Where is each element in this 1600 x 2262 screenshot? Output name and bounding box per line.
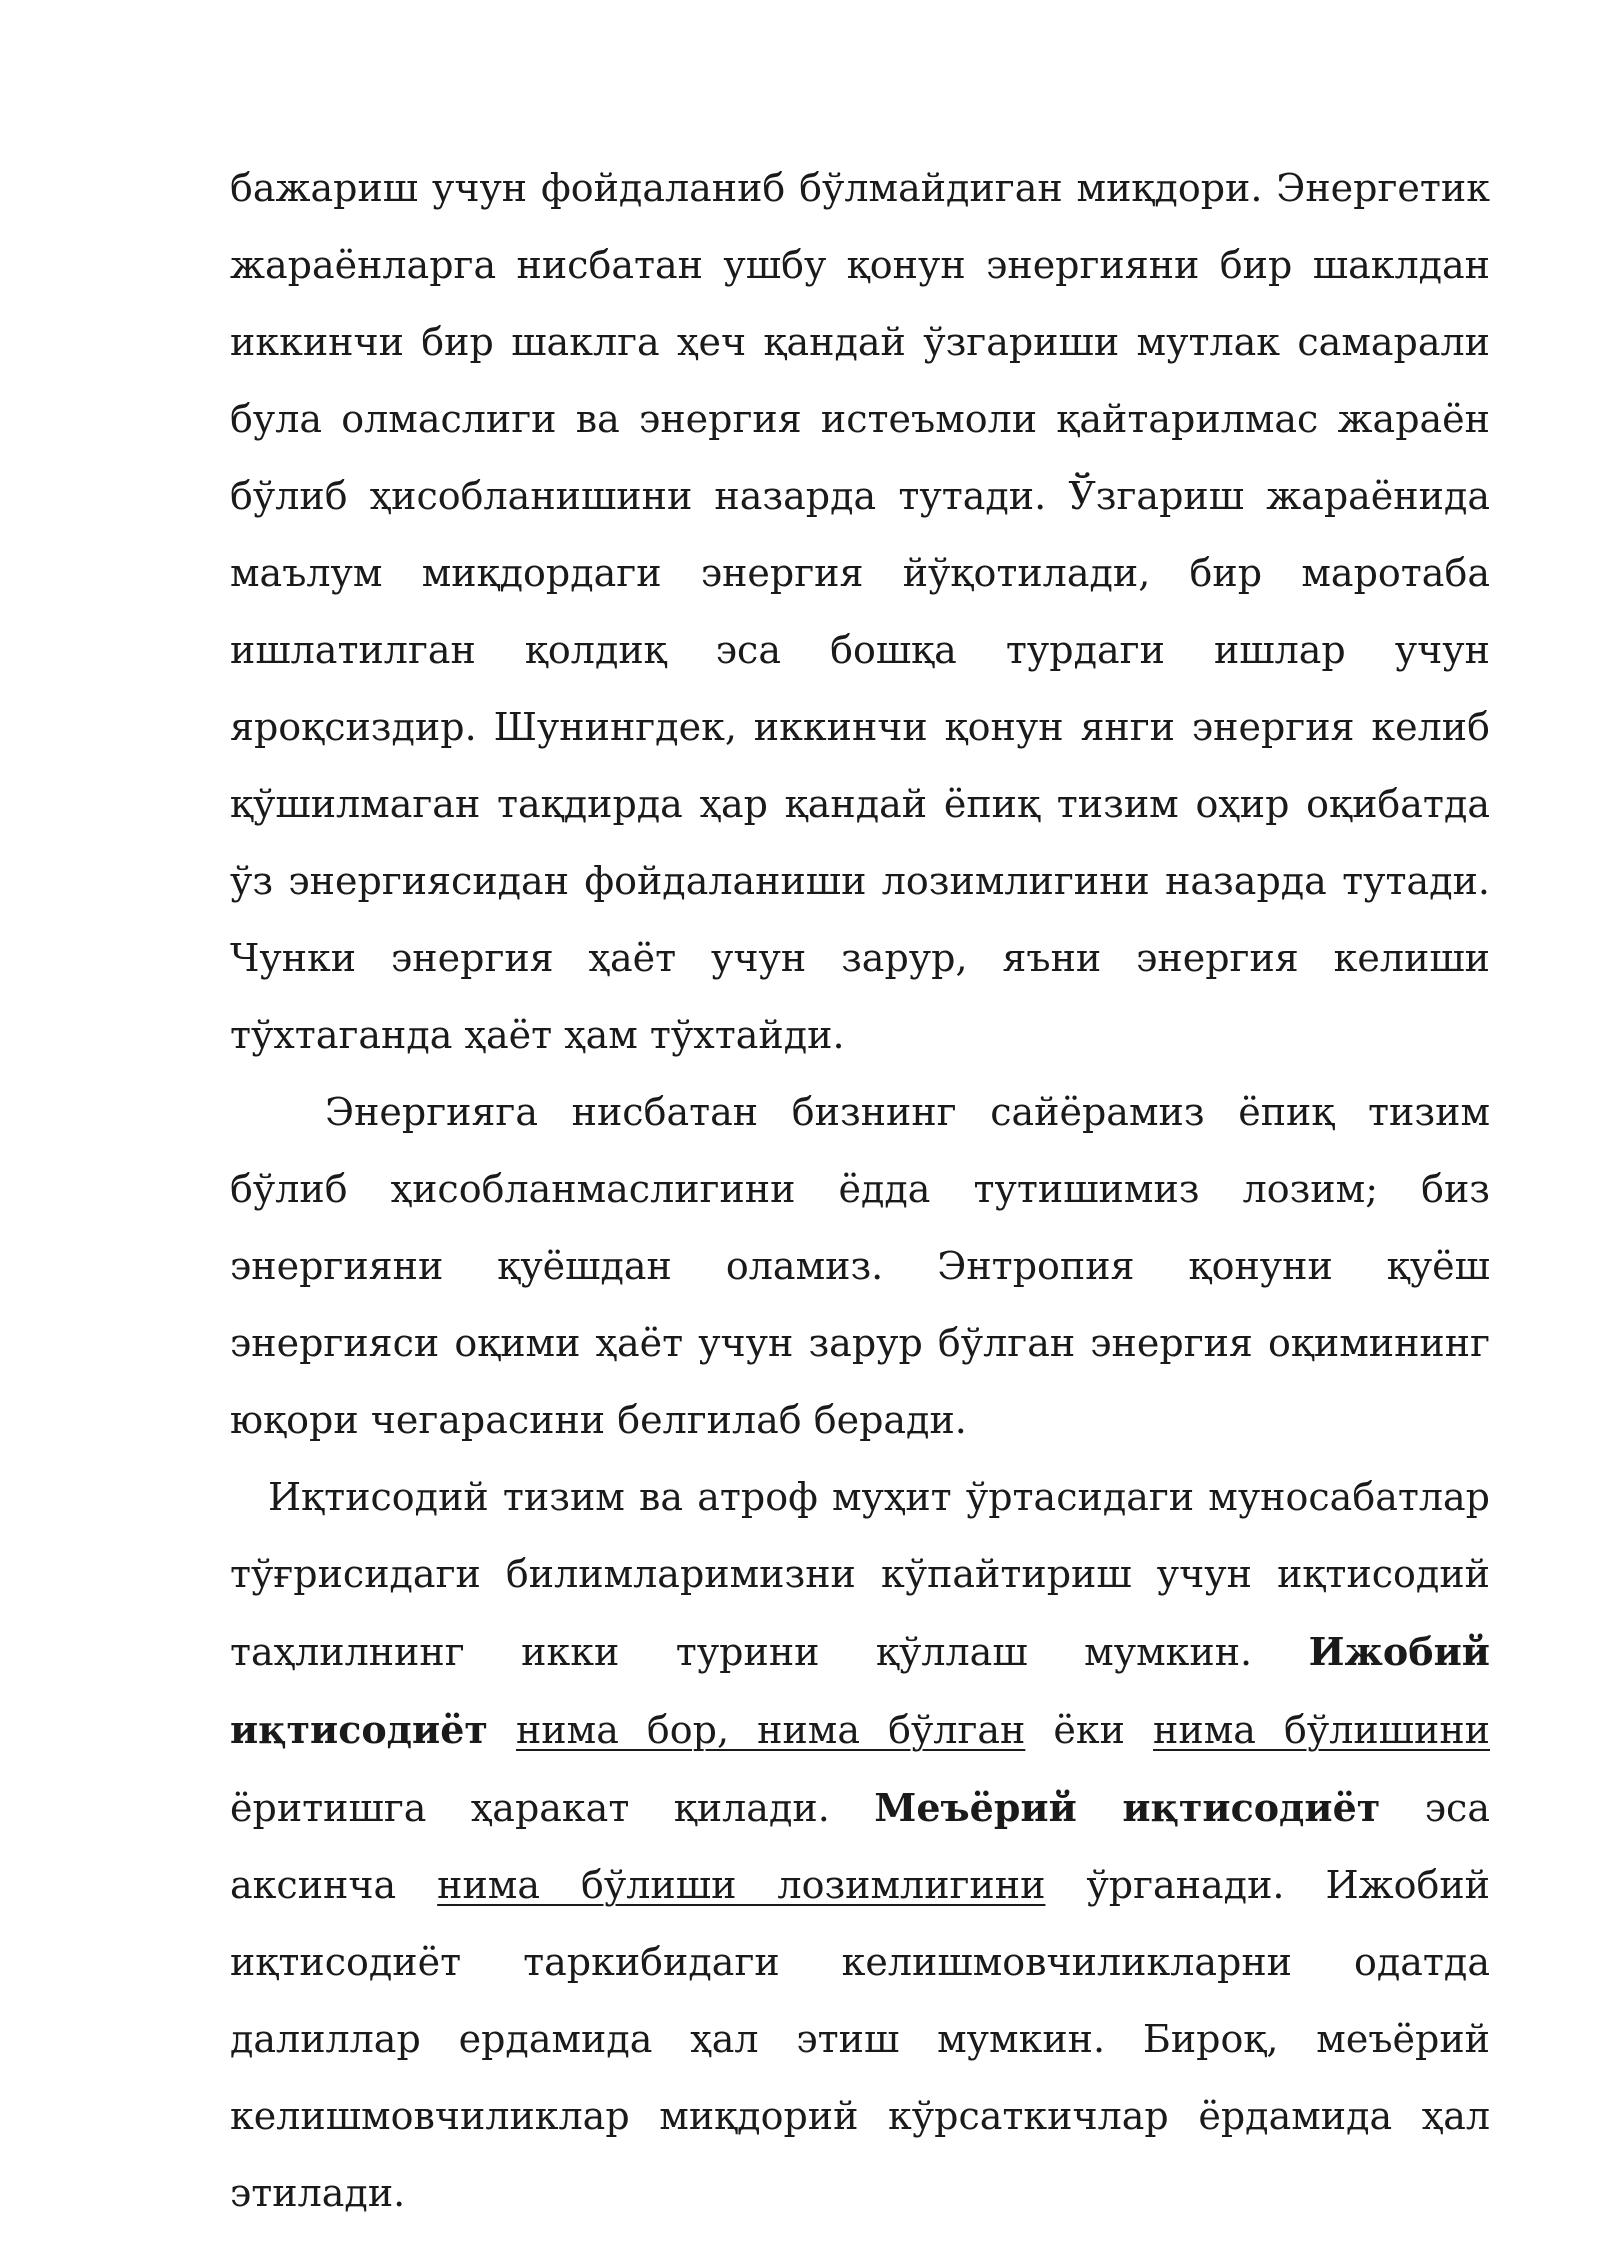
paragraph-economic-analysis [230, 1459, 1490, 2232]
underlined-phrase: нима бор, нима бўлган [515, 1708, 1026, 1752]
text-run [488, 1708, 516, 1752]
underlined-phrase: нима бўлиши лозимлигини [437, 1863, 1046, 1907]
document-page [230, 150, 1490, 2232]
bold-term-normative-economics: Меъёрий иқтисодиёт [874, 1785, 1381, 1830]
text-run: ўрганади. Ижобий иқтисодиёт таркибидаги келишмовчиликларни одатда далиллар ердамида ҳал этиш мумкин. Бироқ, меъёрий келишмовчиликлар миқдорий кўрсаткичлар ёрдамида ҳал этилади. [230, 1863, 1491, 2215]
bold-term-positive-economics: Ижобий иқтисодиёт [230, 1629, 1490, 1752]
text-run: Иқтисодий тизим ва атроф муҳит ўртасидаги муносабатлар тўғрисидаги билимларимизни кўпайтириш учун иқтисодий таҳлилнинг икки турини қўллаш мумкин. [230, 1475, 1490, 1674]
text-run: ёритишга ҳаракат қилади. [230, 1786, 875, 1830]
underlined-phrase: нима бўлишини [1153, 1708, 1490, 1752]
paragraph-planet-energy: Энергияга нисбатан бизнинг сайёрамиз ёпиқ тизим бўлиб ҳисобланмаслигини ёдда тутишимиз лозим; биз энергияни қуёшдан оламиз. Энтропия қонуни қуёш энергияси оқими ҳаёт учун зарур бўлган энергия оқимининг юқори чегарасини белгилаб беради. [230, 1090, 1490, 1442]
text-run: ёки [1025, 1708, 1154, 1752]
paragraph-entropy-law: бажариш учун фойдаланиб бўлмайдиган миқдори. Энергетик жараёнларга нисбатан ушбу қонун энергияни бир шаклдан иккинчи бир шаклга ҳеч қандай ўзгариши мутлак самарали була олмаслиги ва энергия истеъмоли қайтарилмас жараён бўлиб ҳисобланишини назарда тутади. Ўзгариш жараёнида маълум миқдордаги энергия йўқотилади, бир маротаба ишлатилган қолдиқ эса бошқа турдаги ишлар учун яроқсиздир. Шунингдек, иккинчи қонун янги энергия келиб қўшилмаган тақдирда ҳар қандай ёпиқ тизим оҳир оқибатда ўз энергиясидан фойдаланиши лозимлигини назарда тутади. Чунки энергия ҳаёт учун зарур, яъни энергия келиши тўхтаганда ҳаёт ҳам тўхтайди. [230, 166, 1490, 1057]
text-run: эса аксинча [230, 1786, 1490, 1907]
